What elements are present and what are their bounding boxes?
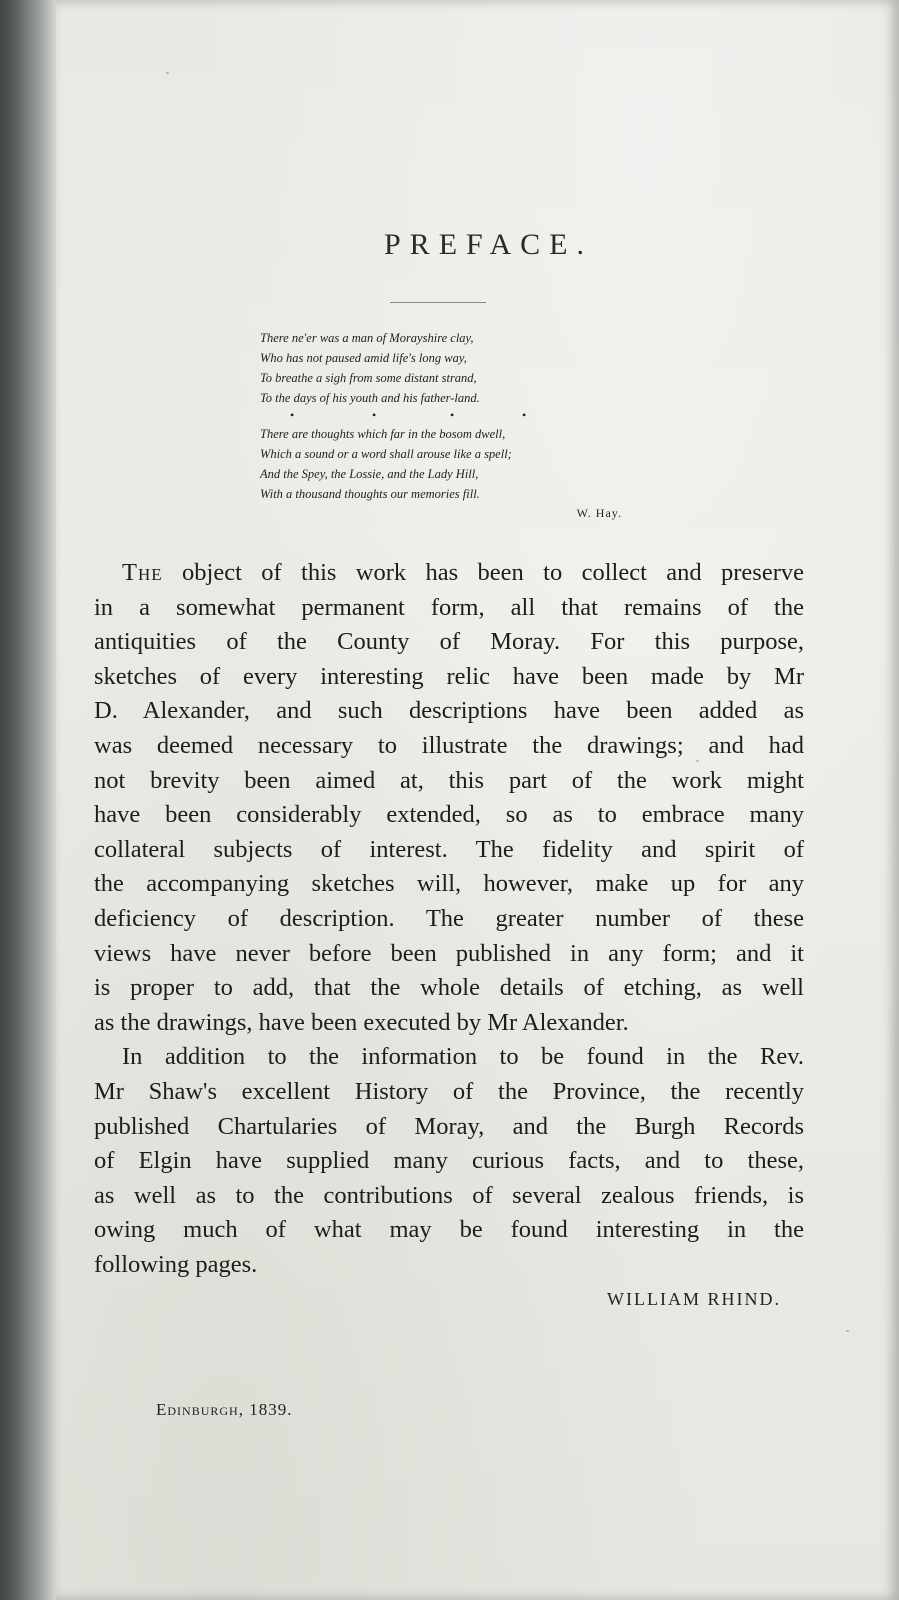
body-line: views have never before been published in any form; and it — [94, 939, 804, 967]
paper-speck — [696, 760, 699, 762]
body-line: is proper to add, that the whole details of etching, as well — [94, 974, 804, 1002]
body-line: published Chartularies of Moray, and the Burgh Records — [94, 1112, 804, 1140]
place-date — [156, 1400, 292, 1420]
epigraph — [260, 328, 680, 504]
body-line: Mr Shaw's excellent History of the Province, the recently — [94, 1077, 804, 1105]
body-line: The object of this work has been to collect and preserve — [122, 559, 804, 586]
body-line: of Elgin have supplied many curious facts, and to these, — [94, 1147, 804, 1175]
body-line: the accompanying sketches will, however, make up for any — [94, 870, 804, 898]
epigraph-line: There ne'er was a man of Morayshire clay, — [260, 331, 474, 345]
body-line: have been considerably extended, so as to embrace many — [94, 801, 804, 829]
paragraph-1 — [94, 556, 804, 1040]
epigraph-line: Who has not paused amid life's long way, — [260, 351, 467, 365]
paper-speck — [166, 72, 169, 74]
epigraph-author: W. Hay. — [576, 506, 622, 520]
epigraph-line: There are thoughts which far in the bosom dwell, — [260, 427, 506, 441]
binding-shadow — [0, 0, 60, 1600]
paper-speck — [846, 1330, 849, 1332]
page-title: PREFACE. — [384, 228, 593, 261]
epigraph-line: With a thousand thoughts our memories fill. — [260, 487, 480, 501]
body-line: deficiency of description. The greater number of these — [94, 904, 804, 932]
epigraph-line: To the days of his youth and his father-land. — [260, 391, 480, 405]
paragraph-2 — [94, 1040, 804, 1282]
title-rule — [390, 302, 486, 303]
preface-body — [94, 556, 804, 1282]
body-line: following pages. — [94, 1250, 258, 1278]
epigraph-line: And the Spey, the Lossie, and the Lady Hill, — [260, 467, 479, 481]
body-line: was deemed necessary to illustrate the drawings; and had — [94, 731, 804, 759]
epigraph-ellipsis: • • • • — [290, 408, 527, 422]
body-line: sketches of every interesting relic have been made by Mr — [94, 662, 804, 690]
body-line: In addition to the information to be found in the Rev. — [122, 1043, 804, 1071]
body-line: as the drawings, have been executed by Mr Alexander. — [94, 1008, 629, 1036]
signature: WILLIAM RHIND. — [607, 1289, 781, 1309]
body-line: not brevity been aimed at, this part of the work might — [94, 766, 804, 794]
body-line: collateral subjects of interest. The fidelity and spirit of — [94, 835, 804, 863]
body-line: as well as to the contributions of several zealous friends, is — [94, 1181, 804, 1209]
epigraph-line: To breathe a sigh from some distant strand, — [260, 371, 477, 385]
body-line: in a somewhat permanent form, all that remains of the — [94, 593, 804, 621]
place-name: Edinburgh, — [156, 1400, 244, 1419]
book-page — [56, 0, 899, 1600]
year: 1839. — [249, 1400, 293, 1419]
body-line: D. Alexander, and such descriptions have been added as — [94, 697, 804, 725]
body-line: owing much of what may be found interesting in the — [94, 1216, 804, 1244]
opening-word: The — [122, 559, 163, 586]
epigraph-line: Which a sound or a word shall arouse like a spell; — [260, 447, 512, 461]
body-line: antiquities of the County of Moray. For this purpose, — [94, 628, 804, 656]
